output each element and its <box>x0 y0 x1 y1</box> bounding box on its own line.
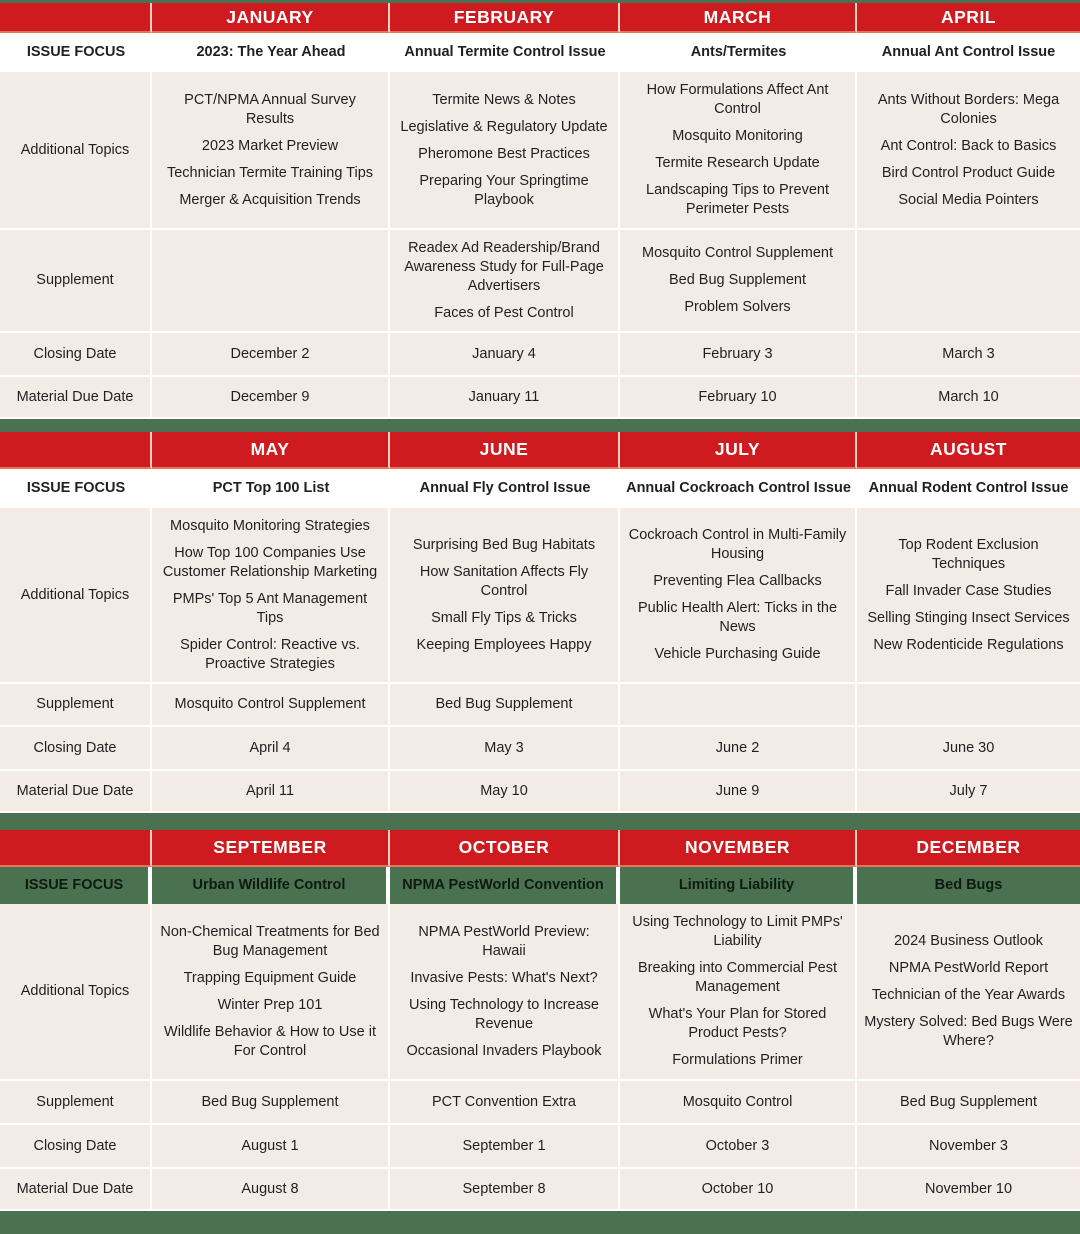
row-label-supplement: Supplement <box>0 1081 152 1125</box>
list-item: Social Media Pointers <box>898 191 1039 208</box>
closing-date: January 4 <box>390 333 620 377</box>
list-item: Bed Bug Supplement <box>899 1093 1038 1110</box>
closing-date: September 1 <box>390 1125 620 1169</box>
topics-cell <box>152 904 390 1081</box>
list-item: Spider Control: Reactive vs. Proactive Strategies <box>180 636 360 672</box>
issue-focus: Urban Wildlife Control <box>152 867 390 904</box>
material-due-date: April 11 <box>152 771 390 813</box>
topics-cell <box>620 72 857 230</box>
closing-date: April 4 <box>152 727 390 771</box>
list-item: Termite News & Notes <box>432 91 576 108</box>
list-item: Mosquito Control Supplement <box>174 696 366 712</box>
topics-cell <box>152 508 390 684</box>
list-item: Bed Bug Supplement <box>435 696 573 712</box>
material-due-date: September 8 <box>390 1169 620 1211</box>
list-item: Readex Ad Readership/Brand Awareness Study for Full-Page Advertisers <box>404 239 604 294</box>
corner-header <box>0 830 152 867</box>
closing-date: October 3 <box>620 1125 857 1169</box>
issue-focus: NPMA PestWorld Convention <box>390 867 620 904</box>
closing-date: February 3 <box>620 333 857 377</box>
row-label-material-due-date: Material Due Date <box>0 771 152 813</box>
list-item: Wildlife Behavior & How to Use it For Control <box>164 1023 376 1059</box>
topics-cell <box>620 508 857 684</box>
topics-cell <box>152 72 390 230</box>
quarter-block-3 <box>0 830 1080 1211</box>
list-item: Breaking into Commercial Pest Management <box>637 960 838 995</box>
list-item: Keeping Employees Happy <box>416 636 592 653</box>
closing-date: March 3 <box>857 333 1080 377</box>
list-item: 2024 Business Outlook <box>893 933 1044 949</box>
list-item: Surprising Bed Bug Habitats <box>412 536 596 553</box>
list-item: Merger & Acquisition Trends <box>179 191 361 208</box>
list-item: Formulations Primer <box>672 1052 803 1068</box>
list-item: How Sanitation Affects Fly Control <box>419 563 589 599</box>
topics-cell <box>620 904 857 1081</box>
row-label-supplement: Supplement <box>0 230 152 333</box>
list-item: Using Technology to Limit PMPs' Liability <box>632 914 843 949</box>
list-item: Mosquito Monitoring <box>672 128 803 144</box>
list-item: Bird Control Product Guide <box>881 164 1056 181</box>
topics-cell <box>857 72 1080 230</box>
supplement-cell <box>390 1081 620 1125</box>
topics-cell <box>857 508 1080 684</box>
row-label-material-due-date: Material Due Date <box>0 1169 152 1211</box>
topics-cell <box>390 508 620 684</box>
list-item: Vehicle Purchasing Guide <box>654 646 821 662</box>
issue-focus: Ants/Termites <box>620 33 857 72</box>
closing-date: December 2 <box>152 333 390 377</box>
list-item: Ants Without Borders: Mega Colonies <box>877 91 1060 127</box>
list-item: What's Your Plan for Stored Product Pests? <box>648 1006 827 1041</box>
green-divider <box>0 419 1080 432</box>
list-item: NPMA PestWorld Preview: Hawaii <box>418 923 590 959</box>
supplement-cell <box>857 684 1080 727</box>
supplement-cell <box>620 230 857 333</box>
topics-cell <box>390 72 620 230</box>
material-due-date: July 7 <box>857 771 1080 813</box>
list-item: PMPs' Top 5 Ant Management Tips <box>172 590 368 626</box>
list-item: Occasional Invaders Playbook <box>406 1042 602 1059</box>
row-label-closing-date: Closing Date <box>0 333 152 377</box>
list-item: Preparing Your Springtime Playbook <box>419 172 589 208</box>
closing-date: May 3 <box>390 727 620 771</box>
corner-header <box>0 3 152 33</box>
green-divider <box>0 813 1080 830</box>
list-item: Legislative & Regulatory Update <box>400 118 608 135</box>
month-header: MAY <box>152 432 390 469</box>
list-item: PCT Convention Extra <box>432 1093 576 1110</box>
list-item: Technician of the Year Awards <box>871 987 1066 1003</box>
material-due-date: August 8 <box>152 1169 390 1211</box>
list-item: Mosquito Control <box>682 1093 793 1110</box>
supplement-cell <box>152 1081 390 1125</box>
issue-focus: Limiting Liability <box>620 867 857 904</box>
list-item: Small Fly Tips & Tricks <box>431 609 577 626</box>
supplement-cell <box>620 684 857 727</box>
list-item: NPMA PestWorld Report <box>888 960 1049 976</box>
list-item: Mosquito Monitoring Strategies <box>170 517 370 534</box>
month-header: FEBRUARY <box>390 3 620 33</box>
month-header: OCTOBER <box>390 830 620 867</box>
list-item: Bed Bug Supplement <box>201 1093 339 1110</box>
supplement-cell <box>152 230 390 333</box>
row-label-issue-focus: ISSUE FOCUS <box>0 867 152 904</box>
list-item: Non-Chemical Treatments for Bed Bug Management <box>160 923 380 959</box>
closing-date: June 30 <box>857 727 1080 771</box>
list-item: How Top 100 Companies Use Customer Relationship Marketing <box>162 544 378 580</box>
issue-focus: Bed Bugs <box>857 867 1080 904</box>
list-item: Termite Research Update <box>655 155 820 171</box>
material-due-date: March 10 <box>857 377 1080 419</box>
material-due-date: November 10 <box>857 1169 1080 1211</box>
material-due-date: January 11 <box>390 377 620 419</box>
row-label-issue-focus: ISSUE FOCUS <box>0 469 152 508</box>
list-item: How Formulations Affect Ant Control <box>646 82 829 117</box>
list-item: Cockroach Control in Multi-Family Housing <box>628 527 847 562</box>
list-item: Trapping Equipment Guide <box>183 969 357 986</box>
material-due-date: February 10 <box>620 377 857 419</box>
row-label-closing-date: Closing Date <box>0 1125 152 1169</box>
list-item: Public Health Alert: Ticks in the News <box>637 600 838 635</box>
list-item: Using Technology to Increase Revenue <box>409 996 599 1032</box>
month-header: MARCH <box>620 3 857 33</box>
list-item: Pheromone Best Practices <box>418 145 590 162</box>
green-divider <box>0 1211 1080 1232</box>
list-item: Selling Stinging Insect Services <box>867 609 1070 626</box>
month-header: JANUARY <box>152 3 390 33</box>
month-header: JULY <box>620 432 857 469</box>
row-label-additional-topics: Additional Topics <box>0 904 152 1081</box>
issue-focus: Annual Cockroach Control Issue <box>620 469 857 508</box>
topics-cell <box>390 904 620 1081</box>
list-item: Invasive Pests: What's Next? <box>410 969 598 986</box>
list-item: Technician Termite Training Tips <box>166 164 374 181</box>
material-due-date: October 10 <box>620 1169 857 1211</box>
quarter-block-2 <box>0 432 1080 813</box>
corner-header <box>0 432 152 469</box>
row-label-supplement: Supplement <box>0 684 152 727</box>
list-item: Top Rodent Exclusion Techniques <box>898 536 1039 572</box>
month-header: APRIL <box>857 3 1080 33</box>
issue-focus: Annual Termite Control Issue <box>390 33 620 72</box>
material-due-date: June 9 <box>620 771 857 813</box>
issue-focus: 2023: The Year Ahead <box>152 33 390 72</box>
row-label-additional-topics: Additional Topics <box>0 508 152 684</box>
material-due-date: December 9 <box>152 377 390 419</box>
closing-date: June 2 <box>620 727 857 771</box>
material-due-date: May 10 <box>390 771 620 813</box>
month-header: DECEMBER <box>857 830 1080 867</box>
list-item: Fall Invader Case Studies <box>885 582 1052 599</box>
supplement-cell <box>857 1081 1080 1125</box>
list-item: Problem Solvers <box>684 299 791 315</box>
row-label-additional-topics: Additional Topics <box>0 72 152 230</box>
list-item: PCT/NPMA Annual Survey Results <box>184 91 356 127</box>
quarter-block-1 <box>0 3 1080 419</box>
list-item: Mosquito Control Supplement <box>641 245 834 261</box>
list-item: Faces of Pest Control <box>434 304 574 321</box>
list-item: Preventing Flea Callbacks <box>653 573 822 589</box>
row-label-issue-focus: ISSUE FOCUS <box>0 33 152 72</box>
closing-date: November 3 <box>857 1125 1080 1169</box>
list-item: Winter Prep 101 <box>217 996 323 1013</box>
list-item: Bed Bug Supplement <box>668 272 807 288</box>
supplement-cell <box>390 230 620 333</box>
month-header: JUNE <box>390 432 620 469</box>
month-header: AUGUST <box>857 432 1080 469</box>
issue-focus: PCT Top 100 List <box>152 469 390 508</box>
supplement-cell <box>152 684 390 727</box>
topics-cell <box>857 904 1080 1081</box>
month-header: NOVEMBER <box>620 830 857 867</box>
list-item: Landscaping Tips to Prevent Perimeter Pests <box>646 182 829 217</box>
list-item: Ant Control: Back to Basics <box>880 137 1057 154</box>
supplement-cell <box>620 1081 857 1125</box>
list-item: New Rodenticide Regulations <box>873 636 1064 653</box>
list-item: Mystery Solved: Bed Bugs Were Where? <box>864 1014 1073 1049</box>
issue-focus: Annual Fly Control Issue <box>390 469 620 508</box>
month-header: SEPTEMBER <box>152 830 390 867</box>
row-label-closing-date: Closing Date <box>0 727 152 771</box>
issue-focus: Annual Rodent Control Issue <box>857 469 1080 508</box>
supplement-cell <box>857 230 1080 333</box>
supplement-cell <box>390 684 620 727</box>
issue-focus: Annual Ant Control Issue <box>857 33 1080 72</box>
list-item: 2023 Market Preview <box>201 137 339 154</box>
closing-date: August 1 <box>152 1125 390 1169</box>
row-label-material-due-date: Material Due Date <box>0 377 152 419</box>
